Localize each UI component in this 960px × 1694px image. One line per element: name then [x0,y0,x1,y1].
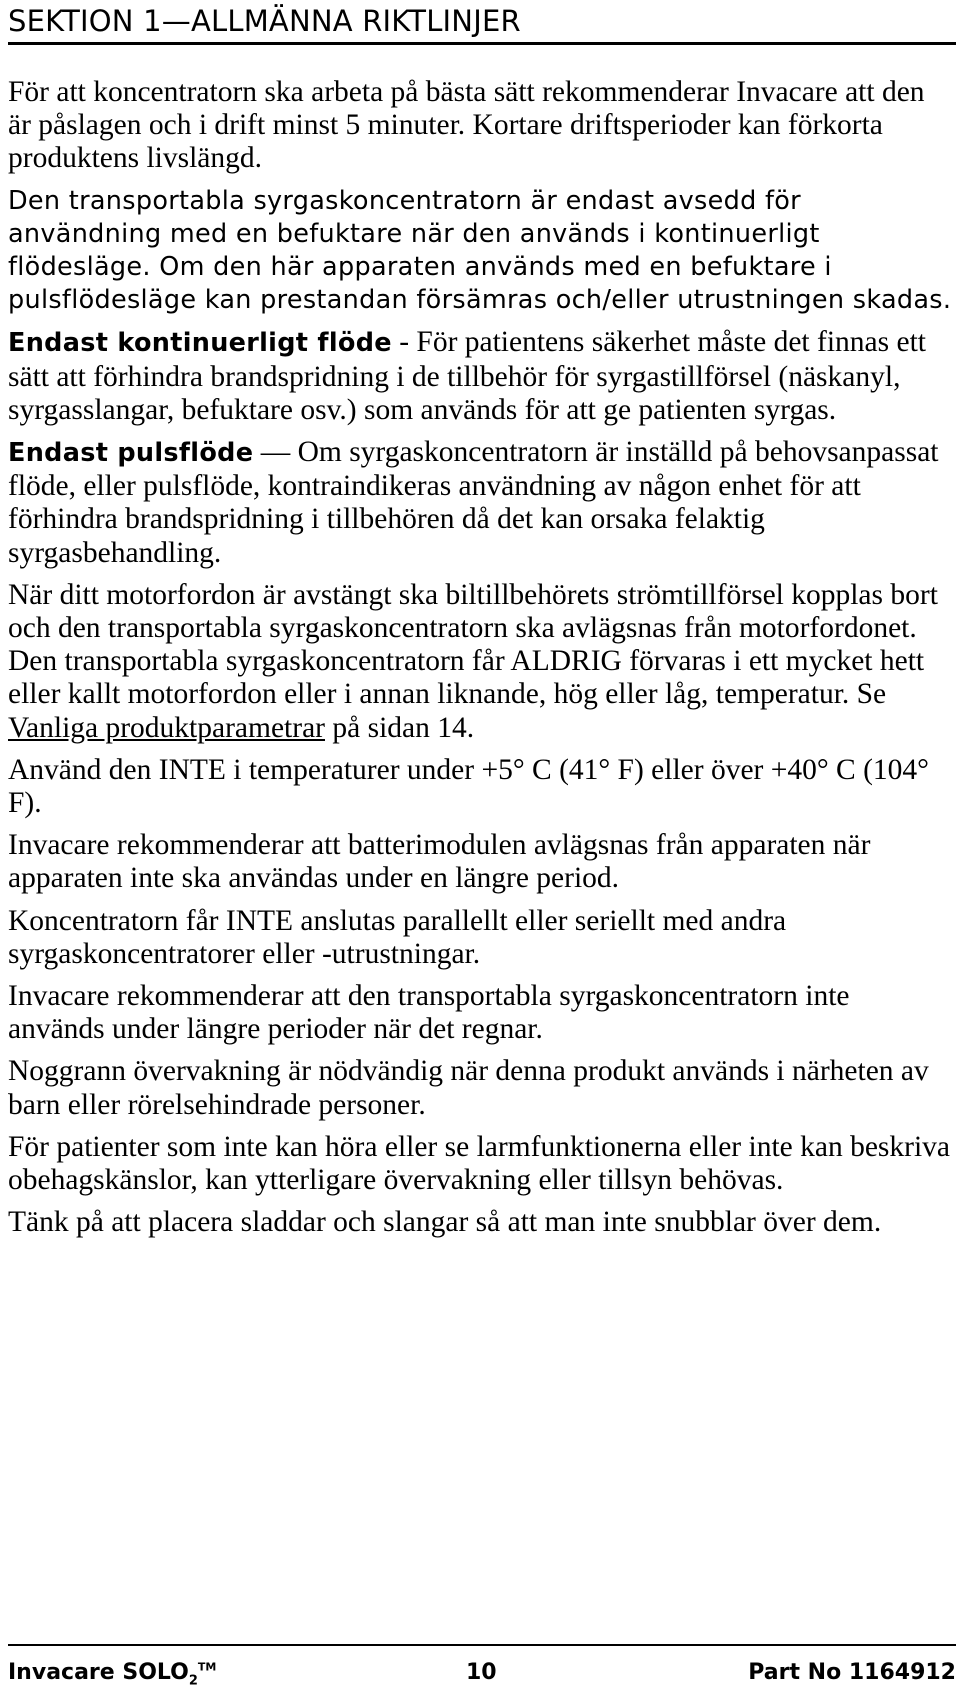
continuous-flow-heading: Endast kontinuerligt flöde [8,328,392,359]
part-number: Part No 1164912 [748,1660,956,1685]
motor-vehicle-text-end: på sidan 14. [325,711,475,744]
paragraph-cords: Tänk på att placera sladdar och slangar så att man inte snubblar över dem. [8,1206,882,1239]
continuous-flow-text: - För patientens säkerhet måste det finnas ett sätt att förhindra brandspridning i de tillbehör för syrgastillförsel (näskanyl, syrgasslangar, befuktare osv.) som används för att ge patienten syrgas. [8,326,926,426]
section-title: SEKTION 1—ALLMÄNNA RIKTLINJER [8,4,521,38]
paragraph-continuous-flow [8,326,952,427]
paragraph-motor-vehicle [8,579,952,745]
paragraph-rain: Invacare rekommenderar att den transportabla syrgaskoncentratorn inte används under längre perioder när det regnar. [8,980,850,1046]
paragraph-pulse-flow [8,436,952,570]
motor-vehicle-text: När ditt motorfordon är avstängt ska biltillbehörets strömtillförsel kopplas bort och den transportabla syrgaskoncentratorn ska avlägsnas från motorfordonet. Den transportabla syrgaskoncentratorn får ALDRIG förvaras i ett mycket hett eller kallt motorfordon eller i annan liknande, hög eller låg, temperatur. Se [8,578,938,711]
paragraph-operation: För att koncentratorn ska arbeta på bästa sätt rekommenderar Invacare att den är påslagen och i drift minst 5 minuter. Kortare driftsperioder kan förkorta produktens livslängd. [8,76,925,175]
pulse-flow-text: — Om syrgaskoncentratorn är inställd på behovsanpassat flöde, eller pulsflöde, kontraindikeras användning av någon enhet för att förhindra brandspridning i tillbehören då det kan orsaka felaktig syrgasbehandling. [8,436,939,569]
product-parameters-link[interactable]: Vanliga produktparametrar [8,711,325,744]
product-subscript: 2 [188,1673,198,1689]
product-name: Invacare SOLO [8,1660,189,1685]
paragraph-parallel: Koncentratorn får INTE anslutas parallellt eller seriellt med andra syrgaskoncentratorer eller -utrustningar. [8,904,787,970]
document-body [8,76,952,1249]
paragraph-alarms: För patienter som inte kan höra eller se larmfunktionerna eller inte kan beskriva obehagskänslor, kan ytterligare övervakning eller tillsyn behövas. [8,1130,951,1197]
trademark-mark: TM [197,1660,217,1674]
section-header [8,2,956,45]
paragraph-temperature: Använd den INTE i temperaturer under +5° C (41° F) eller över +40° C (104° F). [8,753,929,820]
paragraph-humidifier: Den transportabla syrgaskoncentratorn är endast avsedd för användning med en befuktare när den används i kontinuerligt flödesläge. Om den här apparaten används med en befuktare i pulsflödesläge kan prestandan försämras och/eller utrustningen skadas. [8,185,952,316]
footer-product-name [8,1660,216,1688]
paragraph-battery: Invacare rekommenderar att batterimodulen avlägsnas från apparaten när apparaten inte ska användas under en längre period. [8,829,871,895]
pulse-flow-heading: Endast pulsflöde [8,438,254,469]
paragraph-supervision: Noggrann övervakning är nödvändig när denna produkt används i närheten av barn eller rörelsehindrade personer. [8,1055,929,1121]
page-number: 10 [466,1660,497,1685]
page-footer [8,1644,956,1694]
